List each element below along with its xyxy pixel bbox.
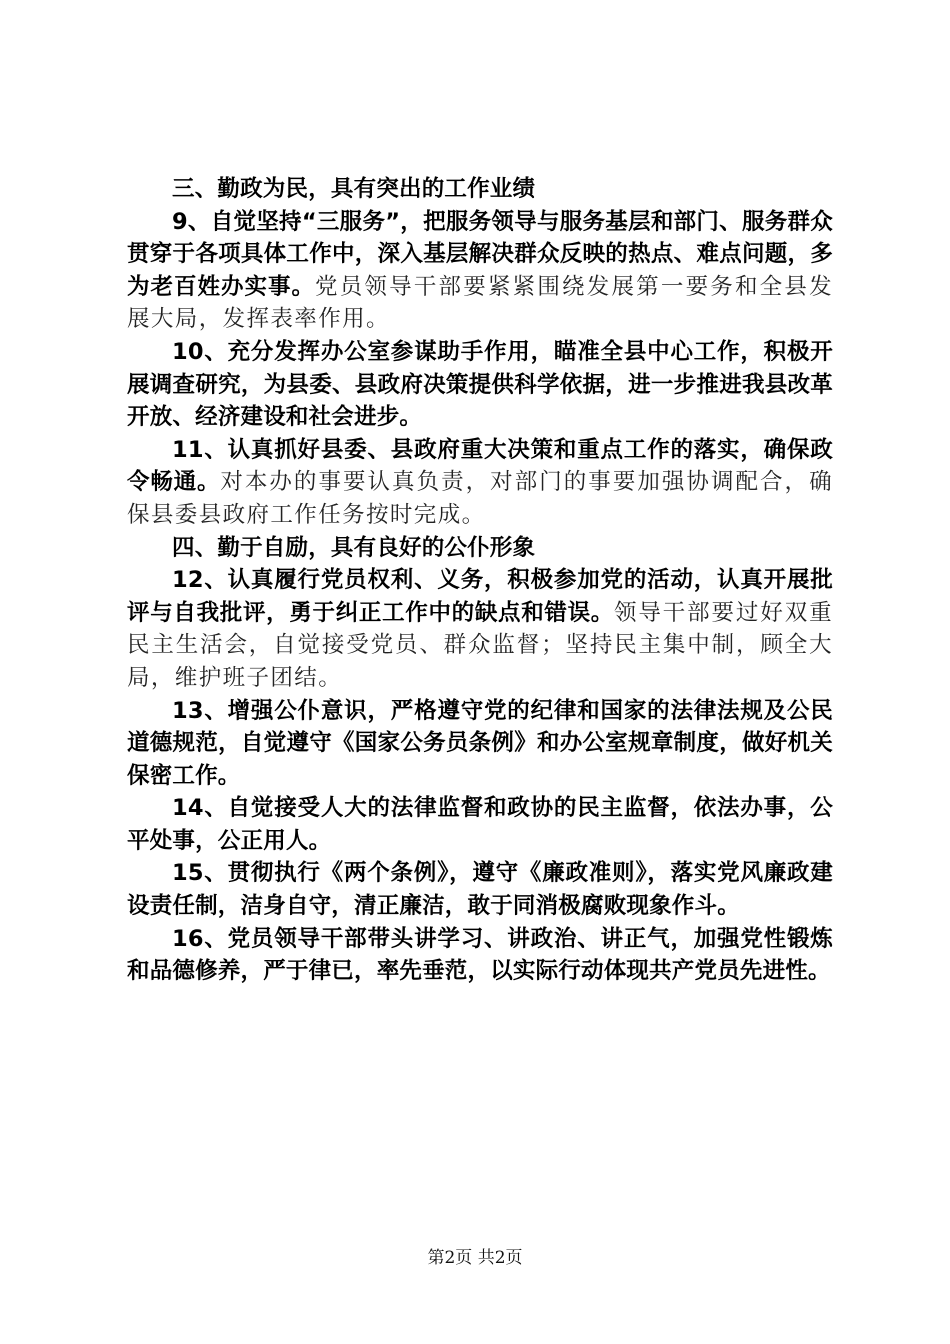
page-footer: 第2页 共2页 [427,1248,523,1268]
paragraph-14-main: 14、自觉接受人大的法律监督和政协的民主监督，依法办事，公平处事，公正用人。 [127,795,833,854]
paragraph-12 [127,564,833,694]
paragraph-13-main: 13、增强公仆意识，严格遵守党的纪律和国家的法律法规及公民道德规范，自觉遵守《国家公务员条例》和办公室规章制度，做好机关保密工作。 [127,697,833,789]
document-body [127,173,833,988]
paragraph-16 [127,923,833,988]
paragraph-9 [127,206,833,336]
paragraph-9-extra: 党员领导干部要紧紧围绕发展第一要务和全县发展大局，发挥表率作用。 [127,273,833,333]
paragraph-14 [127,792,833,857]
paragraph-15-main: 15、贯彻执行《两个条例》，遵守《廉政准则》，落实党风廉政建设责任制，洁身自守，清正廉洁，敢于同消极腐败现象作斗。 [127,860,833,920]
paragraph-11-main: 11、认真抓好县委、县政府重大决策和重点工作的落实，确保政令畅通。 [127,436,833,496]
paragraph-13 [127,695,833,793]
paragraph-12-extra: 领导干部要过好双重民主生活会，自觉接受党员、群众监督；坚持民主集中制，顾全大局，维护班子团结。 [127,599,833,691]
paragraph-9-main: 9、自觉坚持“三服务”，把服务领导与服务基层和部门、服务群众贯穿于各项具体工作中，深入基层解决群众反映的热点、难点问题，多为老百姓办实事。 [127,208,833,300]
paragraph-15 [127,857,833,922]
paragraph-10-main: 10、充分发挥办公室参谋助手作用，瞄准全县中心工作，积极开展调查研究，为县委、县政府决策提供科学依据，进一步推进我县改革开放、经济建设和社会进步。 [127,338,833,431]
section-heading-4: 四、勤于自励，具有良好的公仆形象 [172,534,536,561]
paragraph-11-extra: 对本办的事要认真负责，对部门的事要加强协调配合，确保县委县政府工作任务按时完成。 [127,469,833,528]
paragraph-10 [127,336,833,434]
paragraph-12-main: 12、认真履行党员权利、义务，积极参加党的活动，认真开展批评与自我批评，勇于纠正工作中的缺点和错误。 [127,567,833,626]
paragraph-11 [127,434,833,532]
paragraph-16-main: 16、党员领导干部带头讲学习、讲政治、讲正气，加强党性锻炼和品德修养，严于律已，率先垂范，以实际行动体现共产党员先进性。 [127,925,833,985]
section-heading-3: 三、勤政为民，具有突出的工作业绩 [172,176,536,202]
